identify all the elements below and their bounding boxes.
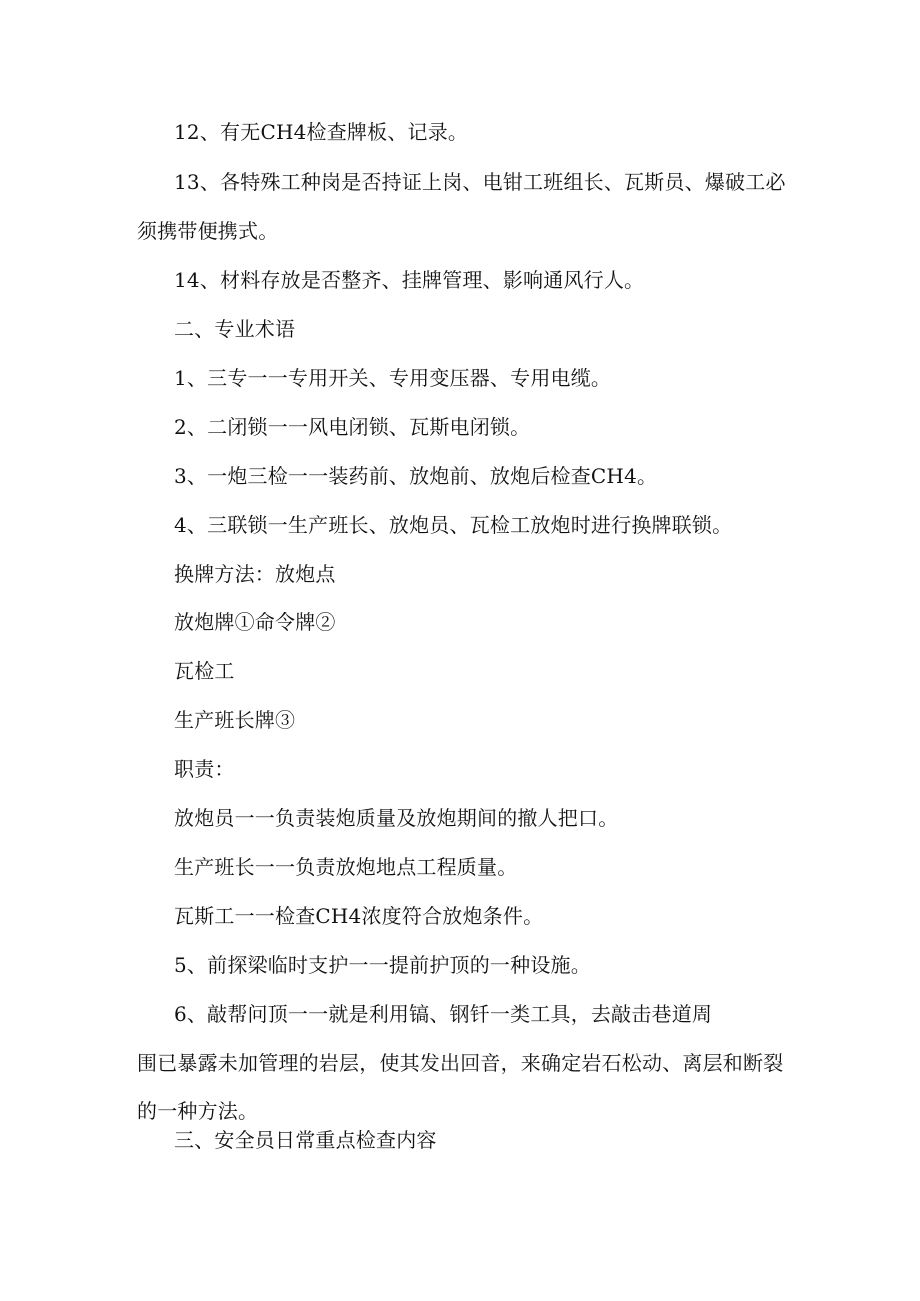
text-line: 5、前探梁临时支护一一提前护顶的一种设施。 (174, 953, 591, 977)
text-line: 的一种方法。 (137, 1099, 259, 1123)
text-line: 14、材料存放是否整齐、挂牌管理、影响通风行人。 (174, 268, 645, 292)
text-line: 职责： (174, 757, 235, 781)
text-line: 围已暴露未加管理的岩层，使其发出回音，来确定岩石松动、离层和断裂 (137, 1051, 784, 1075)
section-heading: 二、专业术语 (174, 317, 296, 341)
text-line: 4、三联锁一生产班长、放炮员、瓦检工放炮时进行换牌联锁。 (174, 513, 733, 537)
text-line: 放炮员一一负责装炮质量及放炮期间的撤人把口。 (174, 806, 619, 830)
section-heading: 三、安全员日常重点检查内容 (174, 1128, 437, 1152)
text-line: 换牌方法：放炮点 (174, 562, 336, 586)
text-line: 12、有无CH4检查牌板、记录。 (174, 120, 469, 144)
text-line: 13、各特殊工种岗是否持证上岗、电钳工班组长、瓦斯员、爆破工必 (174, 170, 786, 194)
text-line: 生产班长牌③ (174, 708, 296, 732)
text-line: 1、三专一一专用开关、专用变压器、专用电缆。 (174, 366, 612, 390)
text-line: 2、二闭锁一一风电闭锁、瓦斯电闭锁。 (174, 415, 531, 439)
text-line: 瓦斯工一一检查CH4浓度符合放炮条件。 (174, 904, 544, 928)
text-line: 生产班长一一负责放炮地点工程质量。 (174, 855, 518, 879)
text-line: 放炮牌①命令牌② (174, 610, 336, 634)
text-line: 3、一炮三检一一装药前、放炮前、放炮后检查CH4。 (174, 464, 658, 488)
text-line: 6、敲帮问顶一一就是利用镐、钢钎一类工具，去敲击巷道周 (174, 1002, 713, 1026)
text-line: 瓦检工 (174, 659, 235, 683)
text-line: 须携带便携式。 (137, 219, 279, 243)
